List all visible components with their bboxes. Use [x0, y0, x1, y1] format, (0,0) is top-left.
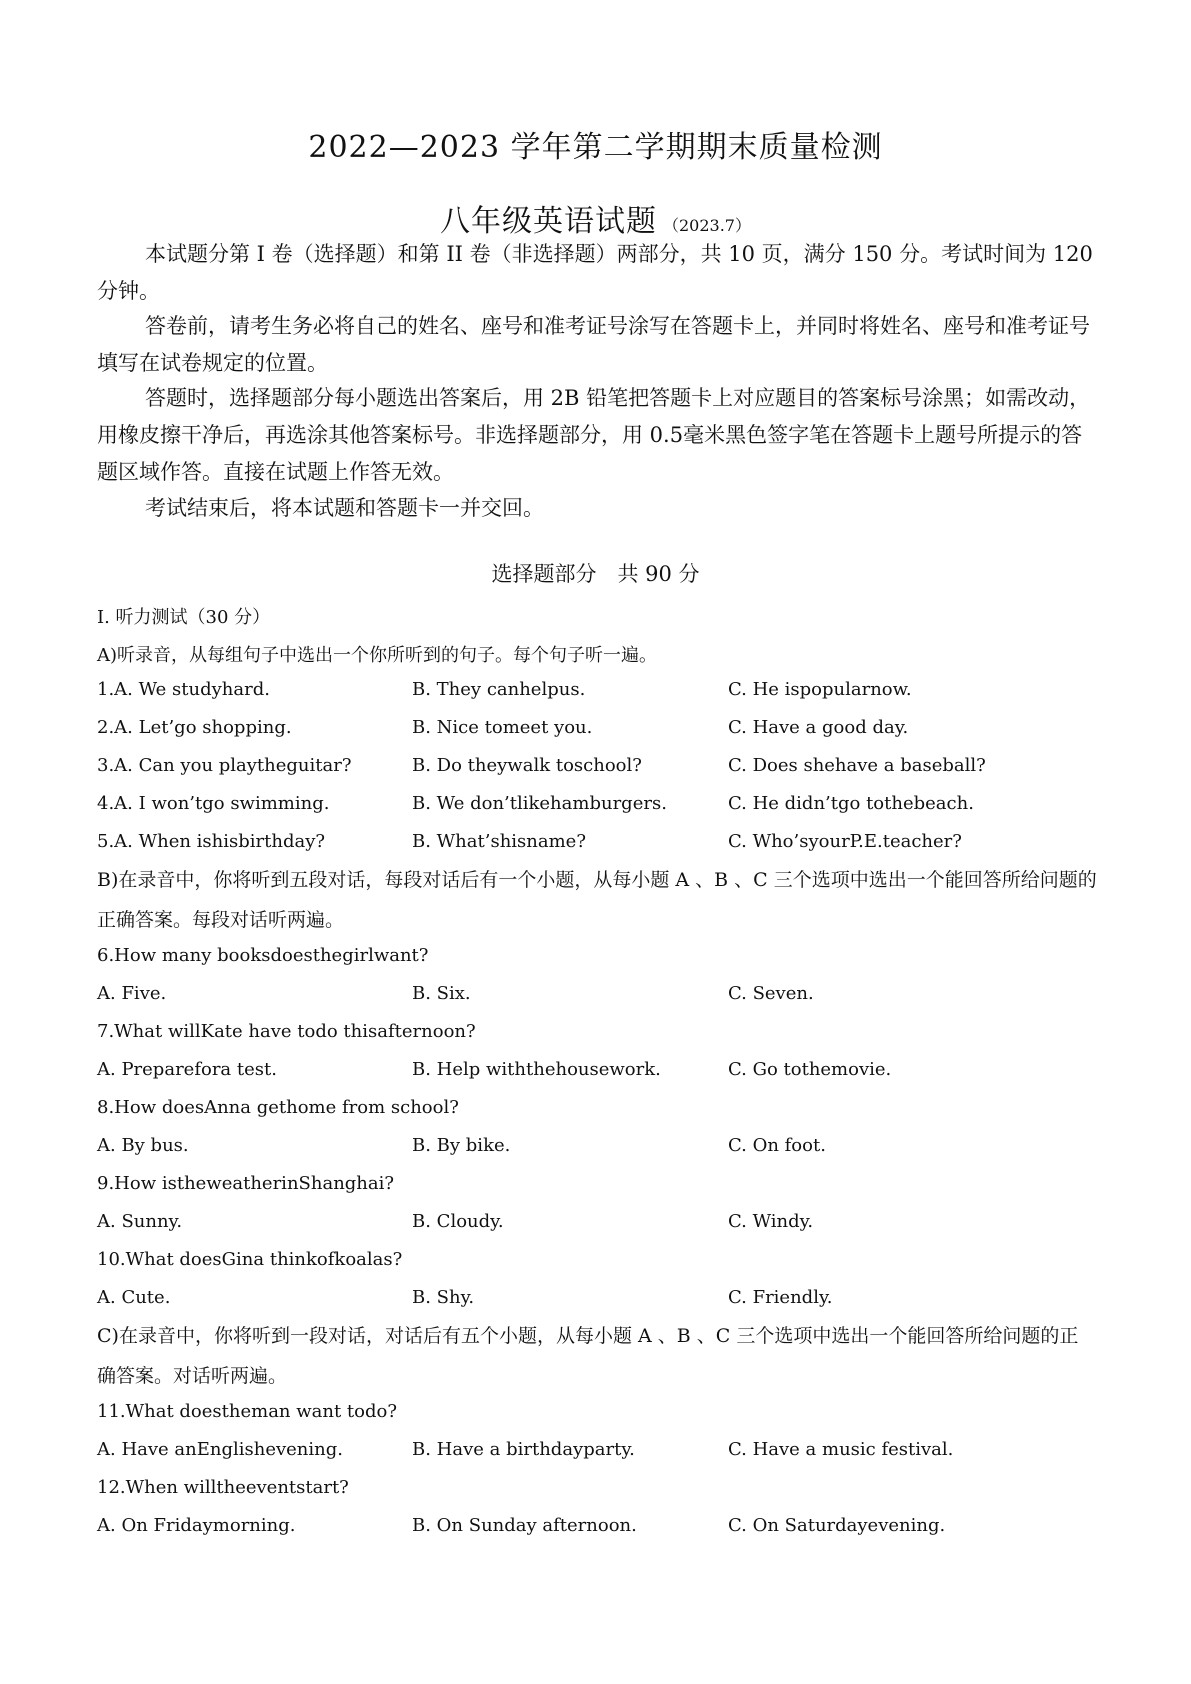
option-a: A. By bus. [97, 1135, 189, 1156]
option-c: C. On foot. [728, 1135, 826, 1156]
option-a: 4.A. I won’tgo swimming. [97, 793, 330, 814]
option-b: B. Cloudy. [412, 1211, 504, 1232]
option-c: C. Have a good day. [728, 717, 909, 738]
intro-paragraph-2: 答卷前，请考生务必将自己的姓名、座号和准考证号涂写在答题卡上，并同时将姓名、座号和准考证号填写在试卷规定的位置。 [97, 314, 1090, 375]
option-a: 3.A. Can you playtheguitar? [97, 755, 352, 776]
option-b: B. What’shisname? [412, 831, 586, 852]
question-text: 7.What willKate have todo thisafternoon? [97, 1021, 476, 1042]
intro-paragraph-3: 答题时，选择题部分每小题选出答案后，用 2B 铅笔把答题卡上对应题目的答案标号涂黑；如需改动，用橡皮擦干净后，再选涂其他答案标号。非选择题部分，用 0.5毫米黑色签字笔在答题卡上题号所提示的答题区域作答。直接在试题上作答无效。 [97, 386, 1091, 484]
option-b: B. Six. [412, 983, 471, 1004]
part-a-instructions: A)听录音，从每组句子中选出一个你所听到的句子。每个句子听一遍。 [97, 645, 658, 666]
section-heading: 选择题部分 共 90 分 [491, 562, 700, 586]
option-a: A. Sunny. [97, 1211, 183, 1232]
option-a: A. Preparefora test. [97, 1059, 277, 1080]
part-c-instructions: C)在录音中，你将听到一段对话，对话后有五个小题，从每小题 A 、B 、C 三个选项中选出一个能回答所给问题的正确答案。对话听两遍。 [97, 1325, 1079, 1387]
option-c: C. Does shehave a baseball? [728, 755, 986, 776]
option-a: 1.A. We studyhard. [97, 679, 270, 700]
question-text: 6.How many booksdoesthegirlwant? [97, 945, 429, 966]
option-b: B. By bike. [412, 1135, 511, 1156]
option-c: C. Go tothemovie. [728, 1059, 892, 1080]
exam-title: 2022—2023 学年第二学期期末质量检测 [308, 130, 883, 165]
option-b: B. Do theywalk toschool? [412, 755, 642, 776]
option-a: A. Have anEnglishevening. [97, 1439, 343, 1460]
part-title: I. 听力测试（30 分） [97, 607, 271, 628]
option-a: 5.A. When ishisbirthday? [97, 831, 326, 852]
option-a: A. Cute. [97, 1287, 171, 1308]
option-c: C. Seven. [728, 983, 814, 1004]
exam-date: （2023.7） [663, 216, 751, 235]
part-b-instructions: B)在录音中，你将听到五段对话，每段对话后有一个小题，从每小题 A 、B 、C 三个选项中选出一个能回答所给问题的正确答案。每段对话听两遍。 [97, 869, 1097, 931]
option-c: C. He ispopularnow. [728, 679, 912, 700]
question-text: 10.What doesGina thinkofkoalas? [97, 1249, 403, 1270]
exam-subtitle: 八年级英语试题 [440, 204, 657, 239]
option-b: B. Help withthehousework. [412, 1059, 661, 1080]
option-b: B. Shy. [412, 1287, 475, 1308]
option-b: B. Have a birthdayparty. [412, 1439, 635, 1460]
option-b: B. On Sunday afternoon. [412, 1515, 637, 1536]
option-c: C. Have a music festival. [728, 1439, 954, 1460]
intro-paragraph-1: 本试题分第 I 卷（选择题）和第 II 卷（非选择题）两部分，共 10 页，满分 150 分。考试时间为 120 分钟。 [97, 242, 1093, 303]
option-a: A. On Fridaymorning. [97, 1515, 296, 1536]
option-c: C. Windy. [728, 1211, 814, 1232]
option-b: B. We don’tlikehamburgers. [412, 793, 667, 814]
option-b: B. Nice tomeet you. [412, 717, 593, 738]
question-text: 12.When willtheeventstart? [97, 1477, 349, 1498]
option-c: C. On Saturdayevening. [728, 1515, 946, 1536]
option-c: C. Friendly. [728, 1287, 833, 1308]
option-b: B. They canhelpus. [412, 679, 586, 700]
intro-paragraph-4: 考试结束后，将本试题和答题卡一并交回。 [145, 496, 544, 520]
exam-subtitle-row [0, 196, 1191, 240]
option-c: C. He didn’tgo tothebeach. [728, 793, 974, 814]
option-c: C. Who’syourP.E.teacher? [728, 831, 962, 852]
option-a: 2.A. Let’go shopping. [97, 717, 292, 738]
option-a: A. Five. [97, 983, 167, 1004]
question-text: 9.How istheweatherinShanghai? [97, 1173, 395, 1194]
question-text: 8.How doesAnna gethome from school? [97, 1097, 459, 1118]
question-text: 11.What doestheman want todo? [97, 1401, 398, 1422]
